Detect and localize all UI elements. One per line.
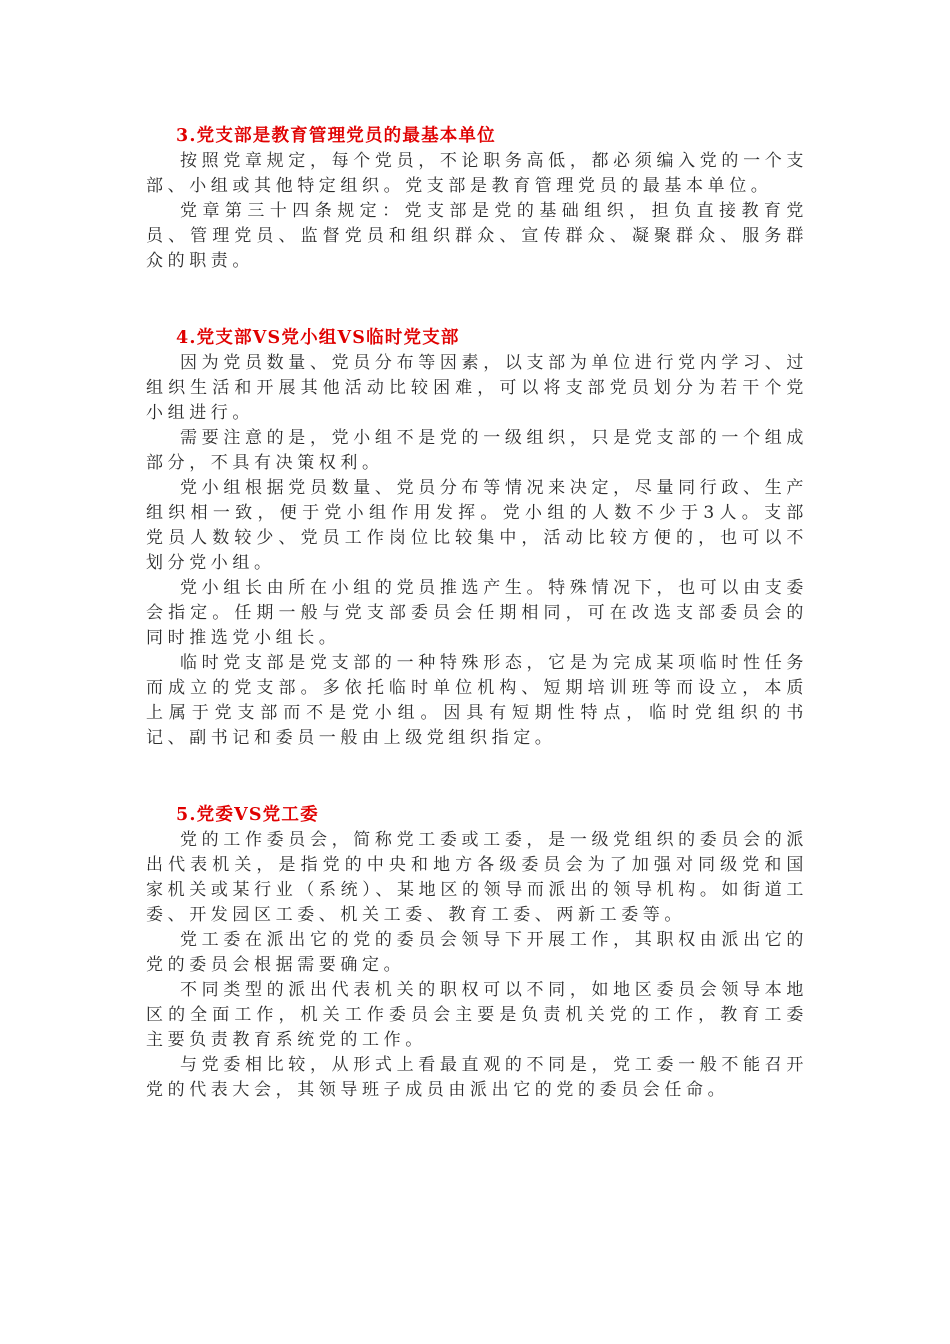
section-5 bbox=[146, 803, 808, 1103]
section-4 bbox=[146, 326, 808, 751]
paragraph: 需要注意的是，党小组不是党的一级组织，只是党支部的一个组成部分，不具有决策权利。 bbox=[146, 428, 808, 473]
section-heading: 3.党支部是教育管理党员的最基本单位 bbox=[176, 126, 496, 146]
paragraph: 党的工作委员会，简称党工委或工委，是一级党组织的委员会的派出代表机关，是指党的中央和地方各级委员会为了加强对同级党和国家机关或某行业（系统）、某地区的领导而派出的领导机构。如街道工委、开发园区工委、机关工委、教育工委、两新工委等。 bbox=[146, 830, 808, 925]
document-page bbox=[146, 124, 808, 1103]
section-3 bbox=[146, 124, 808, 274]
section-heading: 4.党支部VS党小组VS临时党支部 bbox=[176, 328, 460, 348]
section-heading: 5.党委VS党工委 bbox=[176, 805, 319, 825]
paragraph: 临时党支部是党支部的一种特殊形态，它是为完成某项临时性任务而成立的党支部。多依托临时单位机构、短期培训班等而设立，本质上属于党支部而不是党小组。因具有短期性特点，临时党组织的书记、副书记和委员一般由上级党组织指定。 bbox=[146, 653, 808, 748]
paragraph: 因为党员数量、党员分布等因素，以支部为单位进行党内学习、过组织生活和开展其他活动比较困难，可以将支部党员划分为若干个党小组进行。 bbox=[146, 353, 808, 423]
paragraph: 党小组根据党员数量、党员分布等情况来决定，尽量同行政、生产组织相一致，便于党小组作用发挥。党小组的人数不少于3人。支部党员人数较少、党员工作岗位比较集中，活动比较方便的，也可以不划分党小组。 bbox=[146, 478, 808, 573]
paragraph: 党工委在派出它的党的委员会领导下开展工作，其职权由派出它的党的委员会根据需要确定。 bbox=[146, 930, 808, 975]
paragraph: 不同类型的派出代表机关的职权可以不同，如地区委员会领导本地区的全面工作，机关工作委员会主要是负责机关党的工作，教育工委主要负责教育系统党的工作。 bbox=[146, 980, 808, 1050]
paragraph: 党章第三十四条规定：党支部是党的基础组织，担负直接教育党员、管理党员、监督党员和组织群众、宣传群众、凝聚群众、服务群众的职责。 bbox=[146, 201, 808, 271]
paragraph: 按照党章规定，每个党员，不论职务高低，都必须编入党的一个支部、小组或其他特定组织。党支部是教育管理党员的最基本单位。 bbox=[146, 151, 808, 196]
paragraph: 与党委相比较，从形式上看最直观的不同是，党工委一般不能召开党的代表大会，其领导班子成员由派出它的党的委员会任命。 bbox=[146, 1055, 808, 1100]
paragraph: 党小组长由所在小组的党员推选产生。特殊情况下，也可以由支委会指定。任期一般与党支部委员会任期相同，可在改选支部委员会的同时推选党小组长。 bbox=[146, 578, 808, 648]
